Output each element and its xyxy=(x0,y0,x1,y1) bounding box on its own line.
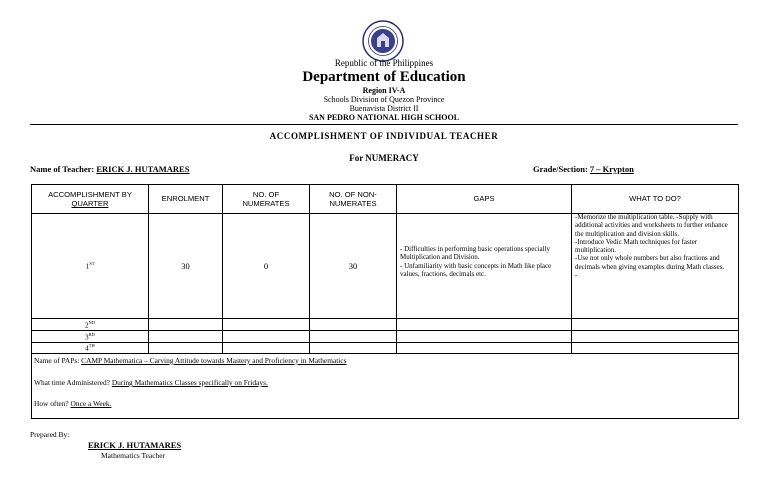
row1-non-numerates: 30 xyxy=(348,261,358,271)
header-divider xyxy=(30,124,738,125)
deped-seal-icon xyxy=(362,20,404,62)
teacher-name: ERICK J. HUTAMARES xyxy=(96,164,190,174)
teacher-line xyxy=(30,164,189,174)
administered-value: During Mathematics Classes specifically on Fridays. xyxy=(111,378,268,387)
accomplishment-table xyxy=(31,184,739,419)
row1-numerates: 0 xyxy=(263,261,269,271)
frequency-value: Once a Week. xyxy=(70,399,112,408)
header-quarter-line1: ACCOMPLISHMENT BY xyxy=(48,189,132,199)
teacher-label: Name of Teacher: xyxy=(30,164,95,174)
paps-line: Name of PAPs: CAMP Mathematica – Carving Attitude towards Mastery and Proficiency in Mathematics xyxy=(34,356,347,365)
header-non-numerates: NO. OF NON-NUMERATES xyxy=(329,189,377,208)
header-quarter-line2: QUARTER xyxy=(71,199,109,208)
quarter-3-label: 3RD xyxy=(85,332,95,342)
header-numerates: NO. OF NUMERATES xyxy=(242,189,290,208)
school-name: SAN PEDRO NATIONAL HIGH SCHOOL xyxy=(308,113,460,122)
prepared-by-label: Prepared By: xyxy=(30,430,70,439)
row1-gaps: - Difficulties in performing basic operations specially Multiplication and Division. - Unfamiliarity with basic concepts in Math like place values, fractions, decimals etc. xyxy=(400,245,552,278)
republic-line: Republic of the Philippines xyxy=(334,58,434,68)
preparer-position: Mathematics Teacher xyxy=(101,451,166,460)
department-name: Department of Education xyxy=(302,69,466,85)
district-line: Buenavista District II xyxy=(349,104,419,113)
for-line: For NUMERACY xyxy=(349,153,419,163)
quarter-2-label: 2ND xyxy=(85,320,95,330)
header-quarter xyxy=(32,185,148,213)
grade-value: 7 – Krypton xyxy=(589,164,634,174)
administered-line: What time Administered? During Mathematics Classes specifically on Fridays. xyxy=(34,378,268,387)
document-title: ACCOMPLISHMENT OF INDIVIDUAL TEACHER xyxy=(269,131,499,141)
header-todo: WHAT TO DO? xyxy=(629,194,681,204)
region-line: Region IV-A xyxy=(362,86,406,95)
row1-enrolment: 30 xyxy=(181,261,190,271)
quarter-1-label: 1ST xyxy=(85,261,95,271)
division-line: Schools Division of Quezon Province xyxy=(323,95,445,104)
grade-section-line xyxy=(533,164,634,174)
row1-todo: -Memorize the multiplication table. -Supply with additional activities and worksheets to further enhance the multiplication and division skills. -Introduce Vedic Math techniques for faster multiplication. -Use not only whole numbers but also fractions and decimals when giving examples during Math classes. - xyxy=(575,213,728,279)
paps-value: CAMP Mathematica – Carving Attitude towards Mastery and Proficiency in Mathematics xyxy=(81,356,347,365)
frequency-line: How often? Once a Week. xyxy=(34,399,112,408)
header-enrolment: ENROLMENT xyxy=(161,194,210,204)
quarter-4-label: 4TH xyxy=(85,343,95,353)
preparer-name: ERICK J. HUTAMARES xyxy=(88,440,182,450)
grade-label: Grade/Section: xyxy=(533,164,588,174)
header-gaps: GAPS xyxy=(473,194,495,204)
